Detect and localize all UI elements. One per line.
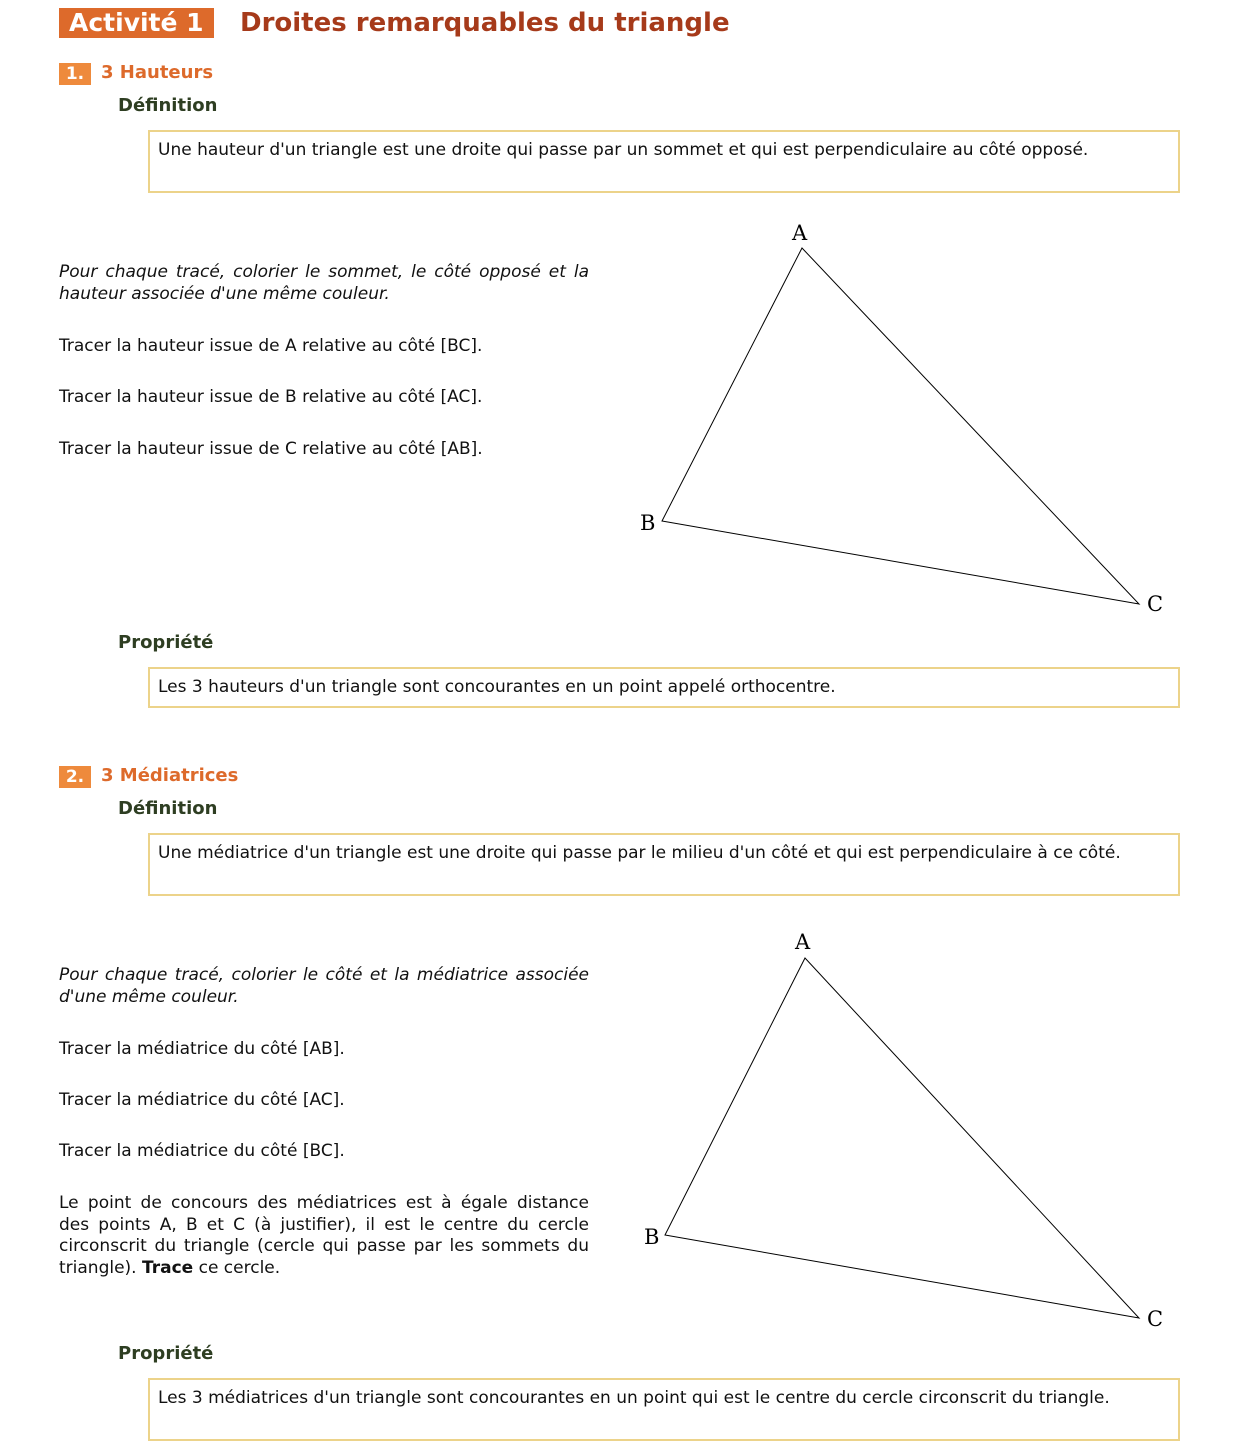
section-1-definition-box [148,130,1180,193]
activity-badge: Activité 1 [59,8,214,38]
section-1-triangle-figure [600,210,1200,630]
section-2-task-3: Tracer la médiatrice du côté [BC]. [59,1141,345,1161]
section-2-circle-text-after: ce cercle. [193,1257,281,1278]
activity-title: Droites remarquables du triangle [240,8,730,38]
section-1-task-2: Tracer la hauteur issue de B relative au côté [AC]. [59,387,483,407]
section-1-vertex-c-label: C [1147,592,1164,616]
section-1-title: 3 Hauteurs [101,62,214,83]
section-1-task-1: Tracer la hauteur issue de A relative au côté [BC]. [59,336,483,356]
section-2-vertex-c-label: C [1147,1307,1164,1331]
section-2-triangle [665,958,1139,1318]
section-2-title: 3 Médiatrices [101,765,239,786]
section-1-task-3: Tracer la hauteur issue de C relative au côté [AB]. [59,439,483,459]
section-1-property-text: Les 3 hauteurs d'un triangle sont concourantes en un point appelé orthocentre. [158,677,836,697]
section-2-circle-instruction [59,1193,589,1279]
section-1-definition-text: Une hauteur d'un triangle est une droite qui passe par un sommet et qui est perpendiculaire au côté opposé. [158,140,1089,160]
section-2-circle-text-bold: Trace [141,1257,194,1278]
section-2-definition-box [148,833,1180,896]
section-2-task-1: Tracer la médiatrice du côté [AB]. [59,1039,345,1059]
section-2-property-heading: Propriété [118,1343,214,1364]
section-1-definition-heading: Définition [118,95,218,116]
section-2-vertex-b-label: B [644,1225,660,1249]
section-1-property-box [148,667,1180,708]
section-1-instruction: Pour chaque tracé, colorier le sommet, le côté opposé et la hauteur associée d'une même couleur. [59,262,589,304]
section-2-task-2: Tracer la médiatrice du côté [AC]. [59,1090,345,1110]
section-2-instruction: Pour chaque tracé, colorier le côté et la médiatrice associée d'une même couleur. [59,965,589,1007]
section-2-definition-heading: Définition [118,798,218,819]
section-1-number: 1. [59,63,91,85]
section-2-definition-text: Une médiatrice d'un triangle est une droite qui passe par le milieu d'un côté et qui est perpendiculaire à ce côté. [158,843,1121,863]
section-2-property-box [148,1378,1180,1441]
section-1-vertex-b-label: B [640,511,656,535]
section-2-circle-text-before: Le point de concours des médiatrices est à égale distance des points A, B et C (à justifier), il est le centre du cercle circonscrit du triangle (cercle qui passe par les sommets du triangle). [59,1193,589,1278]
section-2-property-text: Les 3 médiatrices d'un triangle sont concourantes en un point qui est le centre du cercle circonscrit du triangle. [158,1388,1110,1408]
section-1-triangle [662,248,1139,604]
section-2-number: 2. [59,766,91,788]
section-2-vertex-a-label: A [795,930,811,954]
section-1-vertex-a-label: A [792,221,808,245]
section-1-property-heading: Propriété [118,632,214,653]
section-2-triangle-figure [600,920,1200,1340]
